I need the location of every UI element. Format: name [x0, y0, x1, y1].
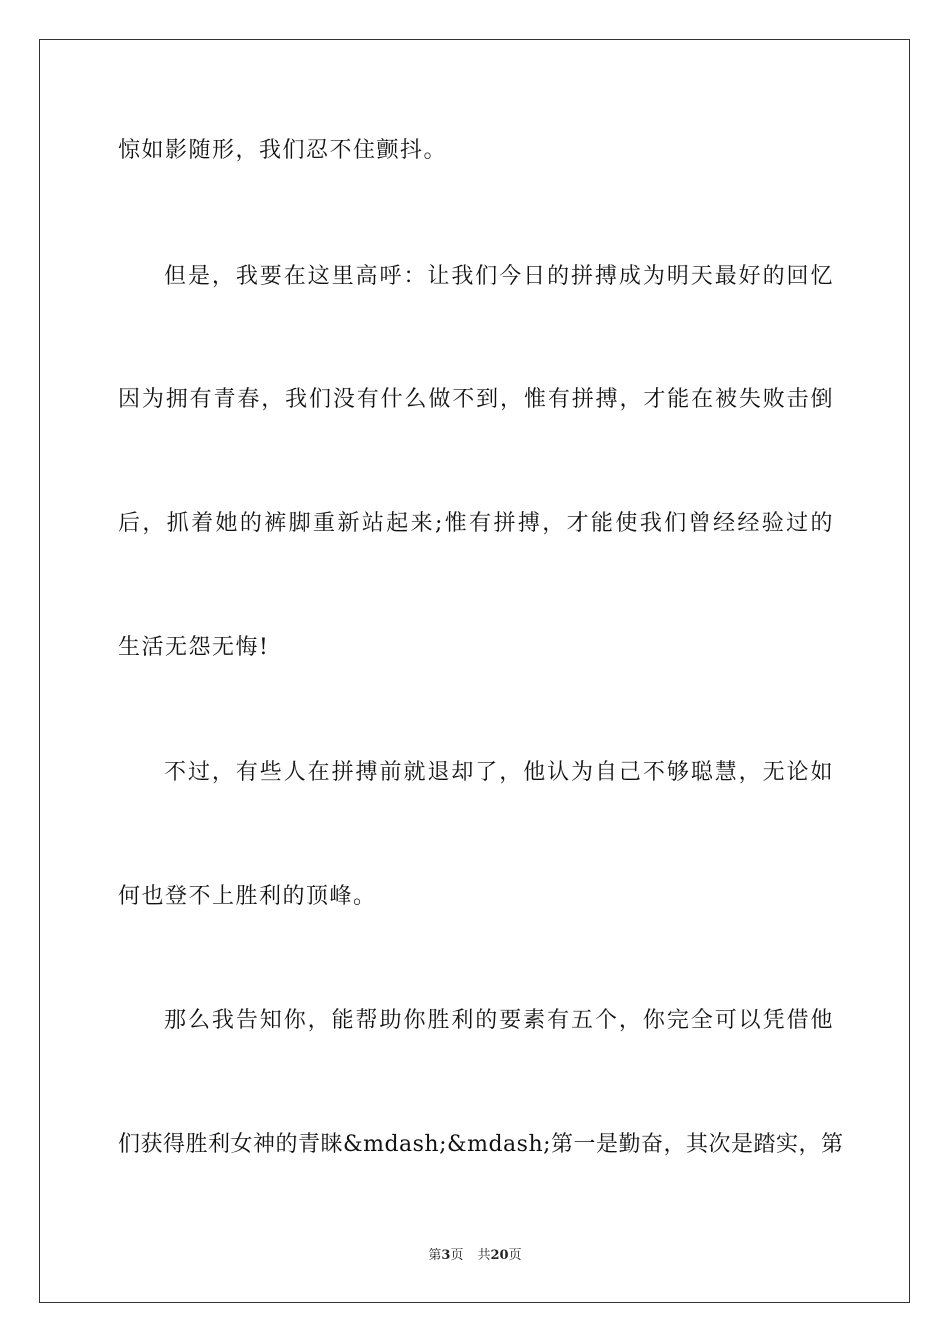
text-line-4: 后，抓着她的裤脚重新站起来;惟有拼搏，才能使我们曾经经验过的	[118, 511, 834, 536]
text-line-8: 那么我告知你，能帮助你胜利的要素有五个，你完全可以凭借他	[164, 1008, 834, 1033]
footer-page-suffix: 页	[450, 1248, 464, 1263]
text-line-5: 生活无怨无悔!	[118, 635, 270, 660]
page-footer	[0, 1247, 950, 1265]
page-border	[39, 39, 910, 1303]
text-line-3: 因为拥有青春，我们没有什么做不到，惟有拼搏，才能在被失败击倒	[118, 387, 834, 412]
text-line-7: 何也登不上胜利的顶峰。	[118, 884, 377, 909]
footer-total-number: 20	[490, 1248, 509, 1263]
text-line-9: 们获得胜利女神的青睐&mdash;&mdash;第一是勤奋，其次是踏实，第	[118, 1132, 844, 1157]
text-line-6: 不过，有些人在拼搏前就退却了，他认为自己不够聪慧，无论如	[164, 760, 834, 785]
footer-page-number: 3	[441, 1248, 451, 1263]
footer-page-prefix: 第	[428, 1248, 442, 1263]
text-line-2: 但是，我要在这里高呼：让我们今日的拼搏成为明天最好的回忆	[164, 264, 834, 289]
footer-total-prefix: 共	[477, 1248, 491, 1263]
text-line-1: 惊如影随形，我们忍不住颤抖。	[118, 138, 448, 163]
footer-total-suffix: 页	[508, 1248, 522, 1263]
